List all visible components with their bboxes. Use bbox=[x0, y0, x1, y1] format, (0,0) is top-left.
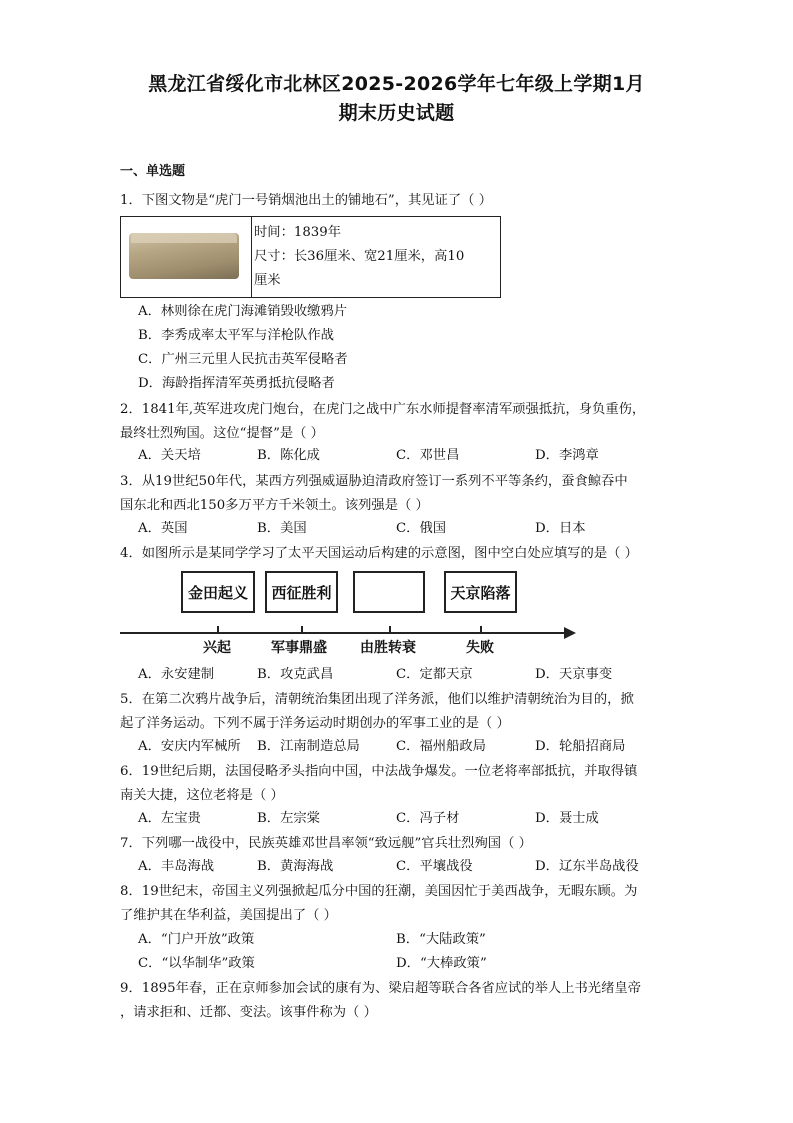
option-a: A．丰岛海战 bbox=[138, 859, 215, 874]
question-3 bbox=[120, 470, 665, 518]
question-text-line2: 了维护其在华利益，美国提出了（ ） bbox=[120, 908, 337, 923]
question-text: 7．下列哪一战役中，民族英雄邓世昌率领“致远舰”官兵壮烈殉国（ ） bbox=[120, 836, 532, 851]
option-d: D．海龄指挥清军英勇抵抗侵略者 bbox=[138, 376, 335, 391]
question-text-line2: 起了洋务运动。下列不属于洋务运动时期创办的军事工业的是（ ） bbox=[120, 716, 510, 731]
question-1 bbox=[120, 189, 665, 213]
section-heading: 一、单选题 bbox=[120, 164, 186, 179]
page-title-line2: 期末历史试题 bbox=[338, 102, 455, 124]
option-a: A．安庆内军械所 bbox=[138, 739, 241, 754]
option-c: C．“以华制华”政策 bbox=[138, 956, 255, 971]
timeline-box-xizheng: 西征胜利 bbox=[265, 571, 338, 613]
option-c: C．平壤战役 bbox=[396, 859, 473, 874]
option-a: A．左宝贵 bbox=[138, 811, 201, 826]
question-text-line1: 9．1895年春，正在京师参加会试的康有为、梁启超等联合各省应试的举人上书光绪皇帝 bbox=[120, 981, 641, 996]
option-a: A．“门户开放”政策 bbox=[138, 932, 255, 947]
timeline-box-tianjing: 天京陷落 bbox=[444, 571, 517, 613]
timeline-axis bbox=[120, 632, 568, 634]
question-text-line2: ，请求拒和、迁都、变法。该事件称为（ ） bbox=[120, 1005, 377, 1020]
option-b: B．黄海海战 bbox=[257, 859, 334, 874]
option-a: A．关天培 bbox=[138, 448, 201, 463]
question-text-line1: 3．从19世纪50年代，某西方列强威逼胁迫清政府签订一系列不平等条约，蚕食鲸吞中 bbox=[120, 474, 628, 489]
question-text-line2: 南关大捷，这位老将是（ ） bbox=[120, 788, 284, 803]
question-5 bbox=[120, 688, 665, 736]
question-2 bbox=[120, 398, 665, 446]
artifact-time: 时间：1839年 bbox=[254, 225, 342, 240]
option-d: D．日本 bbox=[535, 521, 586, 536]
artifact-size-line1: 尺寸：长36厘米、宽21厘米，高10 bbox=[254, 249, 465, 264]
artifact-info-cell bbox=[254, 221, 494, 293]
option-c: C．俄国 bbox=[396, 521, 447, 536]
page-title-line1: 黑龙江省绥化市北林区2025-2026学年七年级上学期1月 bbox=[148, 73, 645, 95]
question-8 bbox=[120, 880, 665, 928]
artifact-image-cell bbox=[121, 217, 252, 297]
timeline-tick bbox=[301, 626, 303, 633]
question-4 bbox=[120, 542, 665, 566]
option-d: D．李鸿章 bbox=[535, 448, 599, 463]
question-text-line1: 6．19世纪后期，法国侵略矛头指向中国，中法战争爆发。一位老将率部抵抗，并取得镇 bbox=[120, 764, 638, 779]
option-c: C．福州船政局 bbox=[396, 739, 486, 754]
question-text: 4．如图所示是某同学学习了太平天国运动后构建的示意图，图中空白处应填写的是（ ） bbox=[120, 546, 638, 561]
option-b: B．左宗棠 bbox=[257, 811, 320, 826]
option-d: D．轮船招商局 bbox=[535, 739, 626, 754]
question-text-line1: 8．19世纪末，帝国主义列强掀起瓜分中国的狂潮，美国因忙于美西战争，无暇东顾。为 bbox=[120, 884, 638, 899]
timeline-label: 失败 bbox=[466, 640, 494, 656]
timeline-tick bbox=[480, 626, 482, 633]
artifact-size-line2: 厘米 bbox=[254, 273, 281, 288]
option-c: C．冯子材 bbox=[396, 811, 460, 826]
option-d: D．“大棒政策” bbox=[396, 956, 487, 971]
timeline-label: 由胜转衰 bbox=[360, 640, 416, 656]
option-b: B．李秀成率太平军与洋枪队作战 bbox=[138, 328, 334, 343]
question-text-line1: 2．1841年,英军进攻虎门炮台，在虎门之战中广东水师提督率清军顽强抵抗，身负重伤， bbox=[120, 402, 646, 417]
timeline-tick bbox=[217, 626, 219, 633]
option-c: C．广州三元里人民抗击英军侵略者 bbox=[138, 352, 348, 367]
question-text-line1: 5．在第二次鸦片战争后，清朝统治集团出现了洋务派，他们以维护清朝统治为目的，掀 bbox=[120, 692, 634, 707]
option-d: D．聂士成 bbox=[535, 811, 599, 826]
option-d: D．辽东半岛战役 bbox=[535, 859, 639, 874]
timeline-label: 兴起 bbox=[203, 640, 231, 656]
timeline-label: 军事鼎盛 bbox=[271, 640, 327, 656]
option-c: C．邓世昌 bbox=[396, 448, 460, 463]
question-7 bbox=[120, 832, 665, 856]
timeline-box-jintian: 金田起义 bbox=[181, 571, 255, 613]
option-a: A．林则徐在虎门海滩销毁收缴鸦片 bbox=[138, 304, 348, 319]
option-b: B．“大陆政策” bbox=[396, 932, 486, 947]
option-b: B．攻克武昌 bbox=[257, 667, 334, 682]
option-b: B．陈化成 bbox=[257, 448, 320, 463]
timeline-arrow-icon bbox=[564, 627, 576, 639]
timeline-tick bbox=[389, 626, 391, 633]
question-9 bbox=[120, 977, 665, 1025]
artifact-table bbox=[120, 216, 501, 298]
question-6 bbox=[120, 760, 665, 808]
option-b: B．美国 bbox=[257, 521, 307, 536]
option-a: A．永安建制 bbox=[138, 667, 215, 682]
paving-stone-highlight bbox=[131, 233, 237, 243]
question-text-line2: 国东北和西北150多万平方千米领土。该列强是（ ） bbox=[120, 498, 429, 513]
option-a: A．英国 bbox=[138, 521, 188, 536]
option-b: B．江南制造总局 bbox=[257, 739, 360, 754]
question-text-line2: 最终壮烈殉国。这位“提督”是（ ） bbox=[120, 426, 324, 441]
option-d: D．天京事变 bbox=[535, 667, 613, 682]
question-text: 1．下图文物是“虎门一号销烟池出土的铺地石”，其见证了（ ） bbox=[120, 193, 493, 208]
timeline-box-blank bbox=[353, 571, 425, 613]
option-c: C．定都天京 bbox=[396, 667, 473, 682]
